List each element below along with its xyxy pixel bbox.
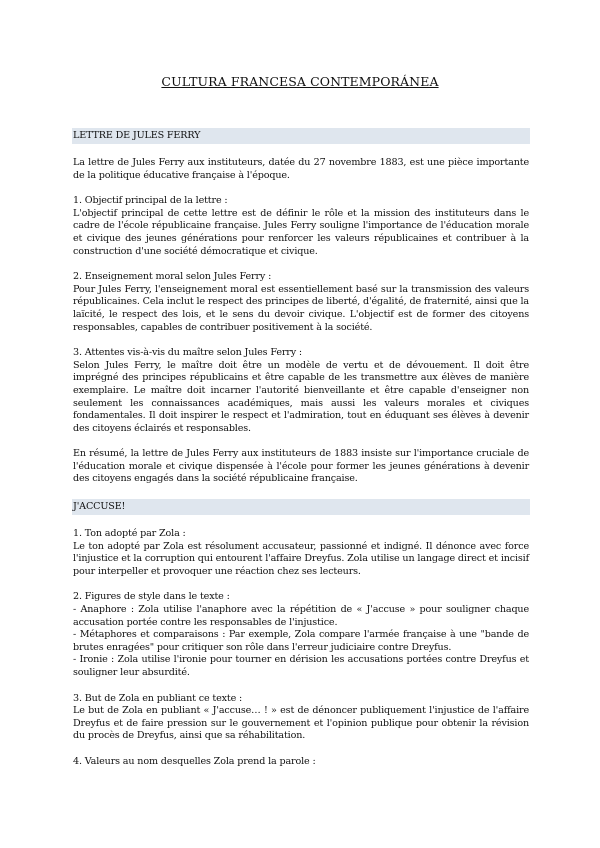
list-item: - Anaphore : Zola utilise l'anaphore avec la répétition de « J'accuse » pour souligner chaque accusation portée contre les responsables de l'injustice.: [73, 604, 529, 628]
point-text: Selon Jules Ferry, le maître doit être un modèle de vertu et de dévouement. Il doit être imprégné des principes républicains et être capable de les transmettre aux élèves de manière exemplaire. Le maître doit incarner l'autorité bienveillante et être capable d'enseigner non seulement les connaissances académiques, mais aussi les valeurs morales et civiques fondamentales. Il doit inspirer le respect et l'admiration, tout en éduquant ses élèves à devenir des citoyens éclairés et responsables.: [73, 359, 529, 434]
zola-point-2: [73, 591, 529, 679]
zola-point-4-title: 4. Valeurs au nom desquelles Zola prend la parole :: [73, 755, 316, 767]
section-heading-jules-ferry: LETTRE DE JULES FERRY: [72, 128, 530, 144]
intro-paragraph: La lettre de Jules Ferry aux instituteurs, datée du 27 novembre 1883, est une pièce importante de la politique éducative française à l'époque.: [73, 157, 529, 181]
point-text: Pour Jules Ferry, l'enseignement moral est essentiellement basé sur la transmission des valeurs républicaines. Cela inclut le respect des principes de liberté, d'égalité, de fraternité, ainsi que la laïcité, le respect des lois, et le sens du devoir civique. L'objectif est de former des citoyens responsables, capables de contribuer positivement à la société.: [73, 283, 530, 333]
list-item: - Métaphores et comparaisons : Par exemple, Zola compare l'armée française à une "bande de brutes enragées" pour critiquer son rôle dans l'erreur judiciaire contre Dreyfus.: [73, 629, 529, 653]
point-title: 1. Objectif principal de la lettre :: [73, 195, 228, 207]
summary-paragraph: En résumé, la lettre de Jules Ferry aux instituteurs de 1883 insiste sur l'importance cruciale de l'éducation morale et civique dispensée à l'école pour former les jeunes générations à devenir des citoyens engagés dans la société républicaine française.: [73, 448, 529, 485]
ferry-point-2: [73, 271, 529, 334]
point-title: 1. Ton adopté par Zola :: [73, 528, 186, 540]
point-text: Le ton adopté par Zola est résolument accusateur, passionné et indigné. Il dénonce avec force l'injustice et la corruption qui entourent l'affaire Dreyfus. Zola utilise un langage direct et incisif pour interpeller et provoquer une réaction chez ses lecteurs.: [73, 540, 529, 577]
zola-point-1: [73, 528, 529, 578]
point-title: 2. Enseignement moral selon Jules Ferry :: [73, 271, 272, 283]
point-title: 3. But de Zola en publiant ce texte :: [73, 692, 243, 704]
ferry-point-3: [73, 347, 529, 435]
point-title: 2. Figures de style dans le texte :: [73, 591, 230, 603]
list-item: - Ironie : Zola utilise l'ironie pour tourner en dérision les accusations portées contre Dreyfus et souligner leur absurdité.: [73, 654, 529, 678]
point-text: Le but de Zola en publiant « J'accuse… ! » est de dénoncer publiquement l'injustice de l'affaire Dreyfus et de faire pression sur le gouvernement et l'opinion publique pour obtenir la révision du procès de Dreyfus, ainsi que sa réhabilitation.: [73, 705, 529, 742]
point-text: L'objectif principal de cette lettre est de définir le rôle et la mission des instituteurs dans le cadre de l'école républicaine française. Jules Ferry souligne l'importance de l'éducation morale et civique des jeunes générations pour renforcer les valeurs républicaines et contribuer à la construction d'une société démocratique et civique.: [73, 207, 529, 257]
point-title: 3. Attentes vis-à-vis du maître selon Jules Ferry :: [73, 347, 302, 359]
ferry-point-1: [73, 195, 529, 258]
zola-point-3: [73, 693, 529, 743]
page-title: CULTURA FRANCESA CONTEMPORÁNEA: [161, 74, 439, 89]
document-body: [73, 128, 529, 769]
section-heading-jaccuse: J'ACCUSE!: [72, 499, 530, 515]
